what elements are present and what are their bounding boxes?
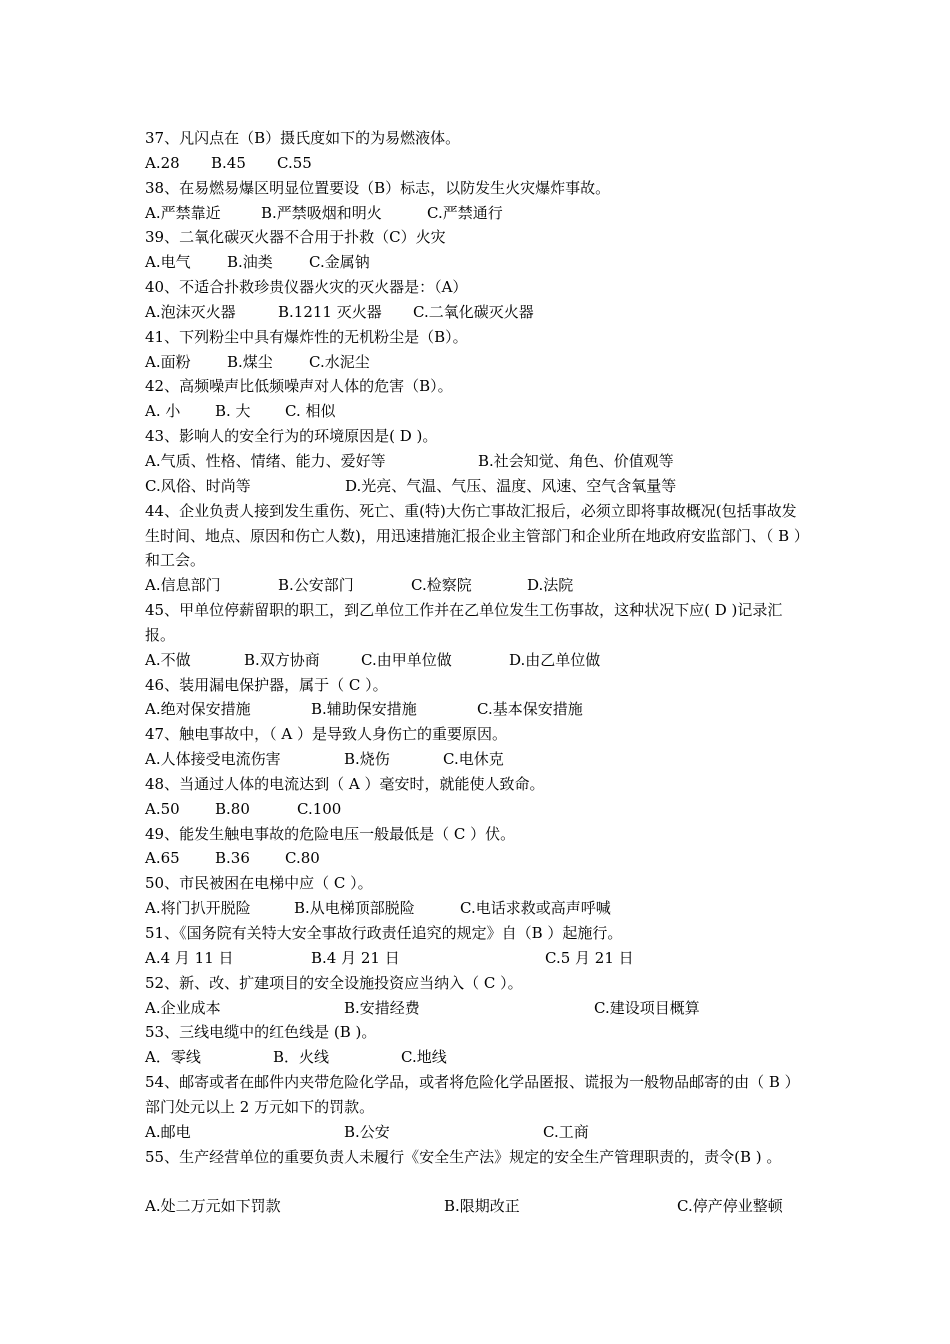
option-a: A.气质、性格、情绪、能力、爱好等 (145, 451, 386, 470)
question-53: 53、三线电缆中的红色线是 (B )。 (145, 1023, 377, 1042)
option-a: A.电气 (145, 253, 191, 272)
options-54 (145, 1120, 810, 1145)
options-48 (145, 797, 810, 822)
option-c: C.5 月 21 日 (545, 948, 634, 967)
option-c: C.二氧化碳灭火器 (413, 302, 534, 321)
options-50 (145, 896, 810, 921)
option-d: D.光亮、气温、气压、温度、风速、空气含氧量等 (345, 476, 677, 495)
option-b: B.辅助保安措施 (311, 700, 417, 719)
option-c: C.55 (277, 153, 312, 172)
question-38: 38、在易燃易爆区明显位置要设（B）标志，以防发生火灾爆炸事故。 (145, 178, 611, 197)
option-a: A. 小 (145, 402, 181, 421)
options-40 (145, 300, 810, 325)
options-46 (145, 697, 810, 722)
option-b: B.公安 (344, 1122, 390, 1141)
option-d: D.法院 (527, 576, 574, 595)
question-46: 46、装用漏电保护器，属于（ C ）。 (145, 675, 388, 694)
option-a: A.面粉 (145, 352, 191, 371)
options-55 (145, 1194, 810, 1219)
question-42: 42、高频噪声比低频噪声对人体的危害（B）。 (145, 377, 453, 396)
option-a: A.邮电 (145, 1122, 191, 1141)
option-b: B.社会知觉、角色、价值观等 (478, 451, 674, 470)
question-49: 49、能发生触电事故的危险电压一般最低是（ C ）伏。 (145, 824, 516, 843)
options-42 (145, 399, 810, 424)
option-c: C.建设项目概算 (594, 998, 700, 1017)
options-38 (145, 201, 810, 226)
option-c: C.100 (297, 799, 342, 818)
option-b: B．火线 (273, 1048, 330, 1067)
options-47 (145, 747, 810, 772)
question-52: 52、新、改、扩建项目的安全设施投资应当纳入（ C ）。 (145, 973, 523, 992)
option-a: A.28 (145, 153, 180, 172)
question-39: 39、二氧化碳灭火器不合用于扑救（C）火灾 (145, 228, 446, 247)
option-c: C.电休克 (443, 750, 504, 769)
options-52 (145, 996, 810, 1021)
options-41 (145, 350, 810, 375)
option-a: A.不做 (145, 650, 191, 669)
option-a: A.将门扒开脱险 (145, 899, 251, 918)
option-b: B.从电梯顶部脱险 (294, 899, 415, 918)
option-c: C.金属钠 (309, 253, 370, 272)
option-c: C. 相似 (285, 402, 336, 421)
option-c: C.检察院 (411, 576, 472, 595)
option-a: A.信息部门 (145, 576, 221, 595)
option-c: C.停产停业整顿 (677, 1197, 783, 1216)
question-41: 41、下列粉尘中具有爆炸性的无机粉尘是（B）。 (145, 327, 468, 346)
question-40: 40、不适合扑救珍贵仪器火灾的灭火器是：（A） (145, 278, 468, 297)
option-c: C.电话求救或高声呼喊 (460, 899, 611, 918)
question-37: 37、凡闪点在（B）摄氏度如下的为易燃液体。 (145, 129, 461, 147)
option-c: C.严禁通行 (427, 203, 503, 222)
option-a: A.严禁靠近 (145, 203, 221, 222)
options-45 (145, 648, 810, 673)
option-c: C.风俗、时尚等 (145, 476, 251, 495)
options-39 (145, 250, 810, 275)
option-b: B.双方协商 (244, 650, 320, 669)
option-c: C.80 (285, 849, 320, 868)
option-c: C.基本保安措施 (477, 700, 583, 719)
option-d: D.由乙单位做 (509, 650, 601, 669)
question-54: 54、邮寄或者在邮件内夹带危险化学品，或者将危险化学品匿报、谎报为一般物品邮寄的由（ B ）部门处元以上 2 万元如下的罚款。 (145, 1073, 800, 1116)
options-37 (145, 151, 810, 176)
question-47: 47、触电事故中，（ A ）是导致人身伤亡的重要原因。 (145, 725, 507, 744)
option-a: A.泡沫灭火器 (145, 302, 236, 321)
option-a: A.65 (145, 849, 180, 868)
option-b: B.80 (215, 799, 250, 818)
question-43: 43、影响人的安全行为的环境原因是( D )。 (145, 427, 438, 446)
option-c: C.水泥尘 (309, 352, 370, 371)
option-b: B.严禁吸烟和明火 (261, 203, 382, 222)
options-43-row2 (145, 474, 810, 499)
option-b: B.烧伤 (344, 750, 390, 769)
question-55: 55、生产经营单位的重要负责人未履行《安全生产法》规定的安全生产管理职责的，责令(B ) 。 (145, 1147, 782, 1166)
question-45: 45、甲单位停薪留职的职工，到乙单位工作并在乙单位发生工伤事故，这种状况下应( D )记录汇报。 (145, 601, 783, 644)
option-b: B. 大 (215, 402, 251, 421)
option-b: B.公安部门 (278, 576, 354, 595)
question-48: 48、当通过人体的电流达到（ A ）毫安时，就能使人致命。 (145, 774, 545, 793)
option-c: C.由甲单位做 (361, 650, 452, 669)
option-b: B.油类 (227, 253, 273, 272)
question-51: 51、《国务院有关特大安全事故行政责任追究的规定》自（B ）起施行。 (145, 924, 623, 943)
option-a: A.4 月 11 日 (145, 948, 234, 967)
option-a: A.企业成本 (145, 998, 221, 1017)
option-b: B.1211 灭火器 (278, 302, 382, 321)
option-c: C.地线 (401, 1048, 447, 1067)
option-a: A.50 (145, 799, 180, 818)
question-50: 50、市民被困在电梯中应（ C ）。 (145, 874, 373, 893)
option-c: C.工商 (543, 1122, 589, 1141)
options-53 (145, 1045, 810, 1070)
option-a: A.绝对保安措施 (145, 700, 251, 719)
question-list (145, 126, 810, 1219)
options-43-row1 (145, 449, 810, 474)
option-b: B.45 (211, 153, 246, 172)
option-a: A.处二万元如下罚款 (145, 1197, 281, 1216)
option-b: B.限期改正 (444, 1197, 520, 1216)
option-a: A.人体接受电流伤害 (145, 750, 281, 769)
question-44: 44、企业负责人接到发生重伤、死亡、重(特)大伤亡事故汇报后，必须立即将事故概况(包括事故发生时间、地点、原因和伤亡人数)，用迅速措施汇报企业主管部门和企业所在地政府安监部门、（ B ）和工会。 (145, 501, 809, 570)
option-b: B.4 月 21 日 (311, 948, 400, 967)
option-a: A．零线 (145, 1048, 201, 1067)
option-b: B.36 (215, 849, 250, 868)
options-44 (145, 573, 810, 598)
options-51 (145, 946, 810, 971)
options-49 (145, 846, 810, 871)
option-b: B.煤尘 (227, 352, 273, 371)
option-b: B.安措经费 (344, 998, 420, 1017)
